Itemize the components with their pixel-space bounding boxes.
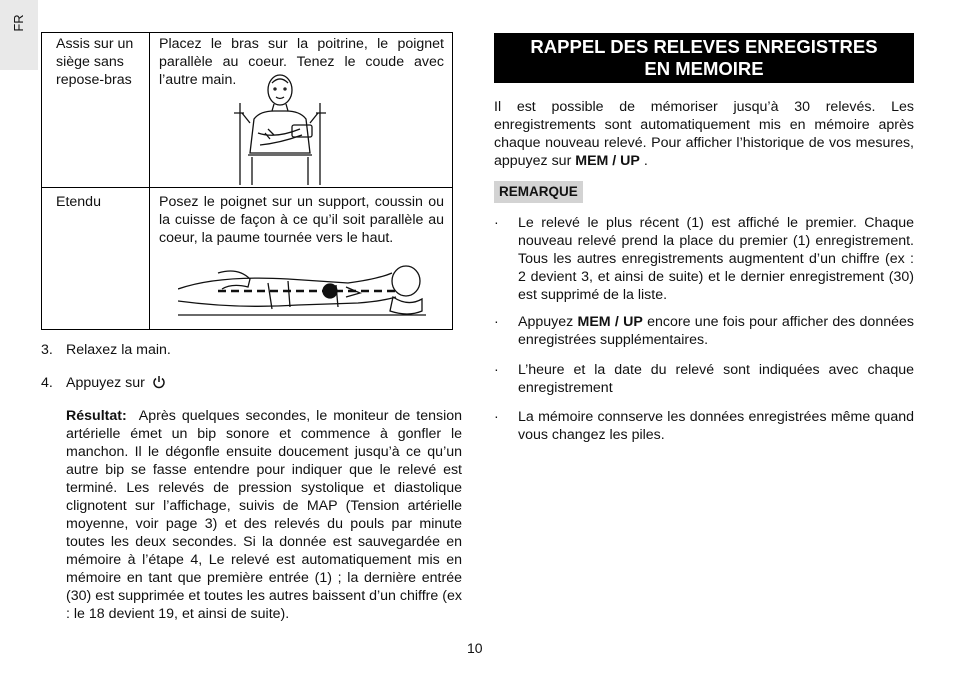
bullet-marker: · [494, 409, 499, 425]
page-number: 10 [467, 640, 483, 656]
language-label: FR [11, 14, 26, 32]
power-icon [152, 375, 166, 389]
section-title-line-2: EN MEMOIRE [644, 58, 764, 79]
table-divider-horizontal [42, 187, 452, 188]
step-number: 4. [41, 375, 53, 391]
intro-text: Il est possible de mémoriser jusqu’à 30 relevés. Les enregistrements sont automatiquement mis en mémoire après chaque nouveau relevé. Pour afficher l’historique de vos mesures, appuyez sur [494, 99, 914, 169]
bullet-text-before: Appuyez [518, 314, 574, 330]
bullet-text [518, 313, 914, 349]
section-title-line-1: RAPPEL DES RELEVES ENREGISTRES [530, 36, 878, 57]
intro-paragraph [494, 98, 914, 170]
result-text: Après quelques secondes, le moniteur de tension artérielle émet un bip sonore et commence à gonfler le manchon. Il le dégonfle ensuite doucement jusqu’à ce qu’un autre bip se fasse entendre pour indiquer que le relevé est terminé. Les relevés de pression systolique et diastolique clignotent sur l’affichage, suivis de MAP (Tension artérielle moyenne, voir page 3) et des relevés du pouls par minute toutes les deux secondes. Si la donnée est sauvegardée en mémoire à l’étape 4, Le relevé est automatiquement mis en mémoire en tant que première entrée (1) ; la dernière entrée (30) est supprimée et toutes les autres baissent d’un chiffre (ex : le 18 devient 19, et ainsi de suite). [66, 408, 463, 622]
table-row-seated-position: Assis sur un siège sans repose-bras [56, 36, 134, 88]
step-text-label: Appuyez sur [66, 375, 145, 391]
bullet-marker: · [494, 314, 499, 330]
step-text [66, 374, 166, 392]
bullet-text: Le relevé le plus récent (1) est affiché le premier. Chaque nouveau relevé prend la place du premier (1) enregistrement. Tous les autres enregistrements augmentent d’un chiffre (ex : 2 devient 3, et ainsi de suite) et le dernier enregistrement (30) est supprimé de la liste. [518, 215, 914, 303]
position-table [41, 32, 453, 330]
result-paragraph [66, 407, 462, 623]
section-title [494, 33, 914, 83]
bullet-text-after: encore une fois pour afficher des données enregistrées supplémentaires. [518, 314, 914, 348]
mem-up-button-label: MEM / UP [575, 153, 640, 169]
table-row-lying-instruction: Posez le poignet sur un support, coussin ou la cuisse de façon à ce qu’il soit parallèle au coeur, la paume tournée vers le haut. [159, 194, 444, 246]
table-row-seated-instruction: Placez le bras sur la poitrine, le poignet parallèle au coeur. Tenez le coude avec l’autre main. [159, 36, 444, 88]
bullet-text: L’heure et la date du relevé sont indiquées avec chaque enregistrement [518, 362, 914, 396]
note-label: REMARQUE [494, 181, 583, 203]
lying-person-illustration [178, 257, 426, 321]
bullet-marker: · [494, 215, 499, 231]
result-label: Résultat: [66, 408, 127, 424]
language-tab [0, 0, 38, 70]
bullet-marker: · [494, 362, 499, 378]
table-row-lying-position: Etendu [56, 194, 101, 210]
mem-up-button-label: MEM / UP [577, 314, 643, 330]
intro-end: . [643, 153, 648, 169]
seated-person-illustration [230, 73, 330, 185]
step-number: 3. [41, 342, 53, 358]
step-text: Relaxez la main. [66, 342, 171, 358]
bullet-text: La mémoire connserve les données enregistrées même quand vous changez les piles. [518, 409, 914, 443]
table-divider-vertical [149, 33, 150, 329]
